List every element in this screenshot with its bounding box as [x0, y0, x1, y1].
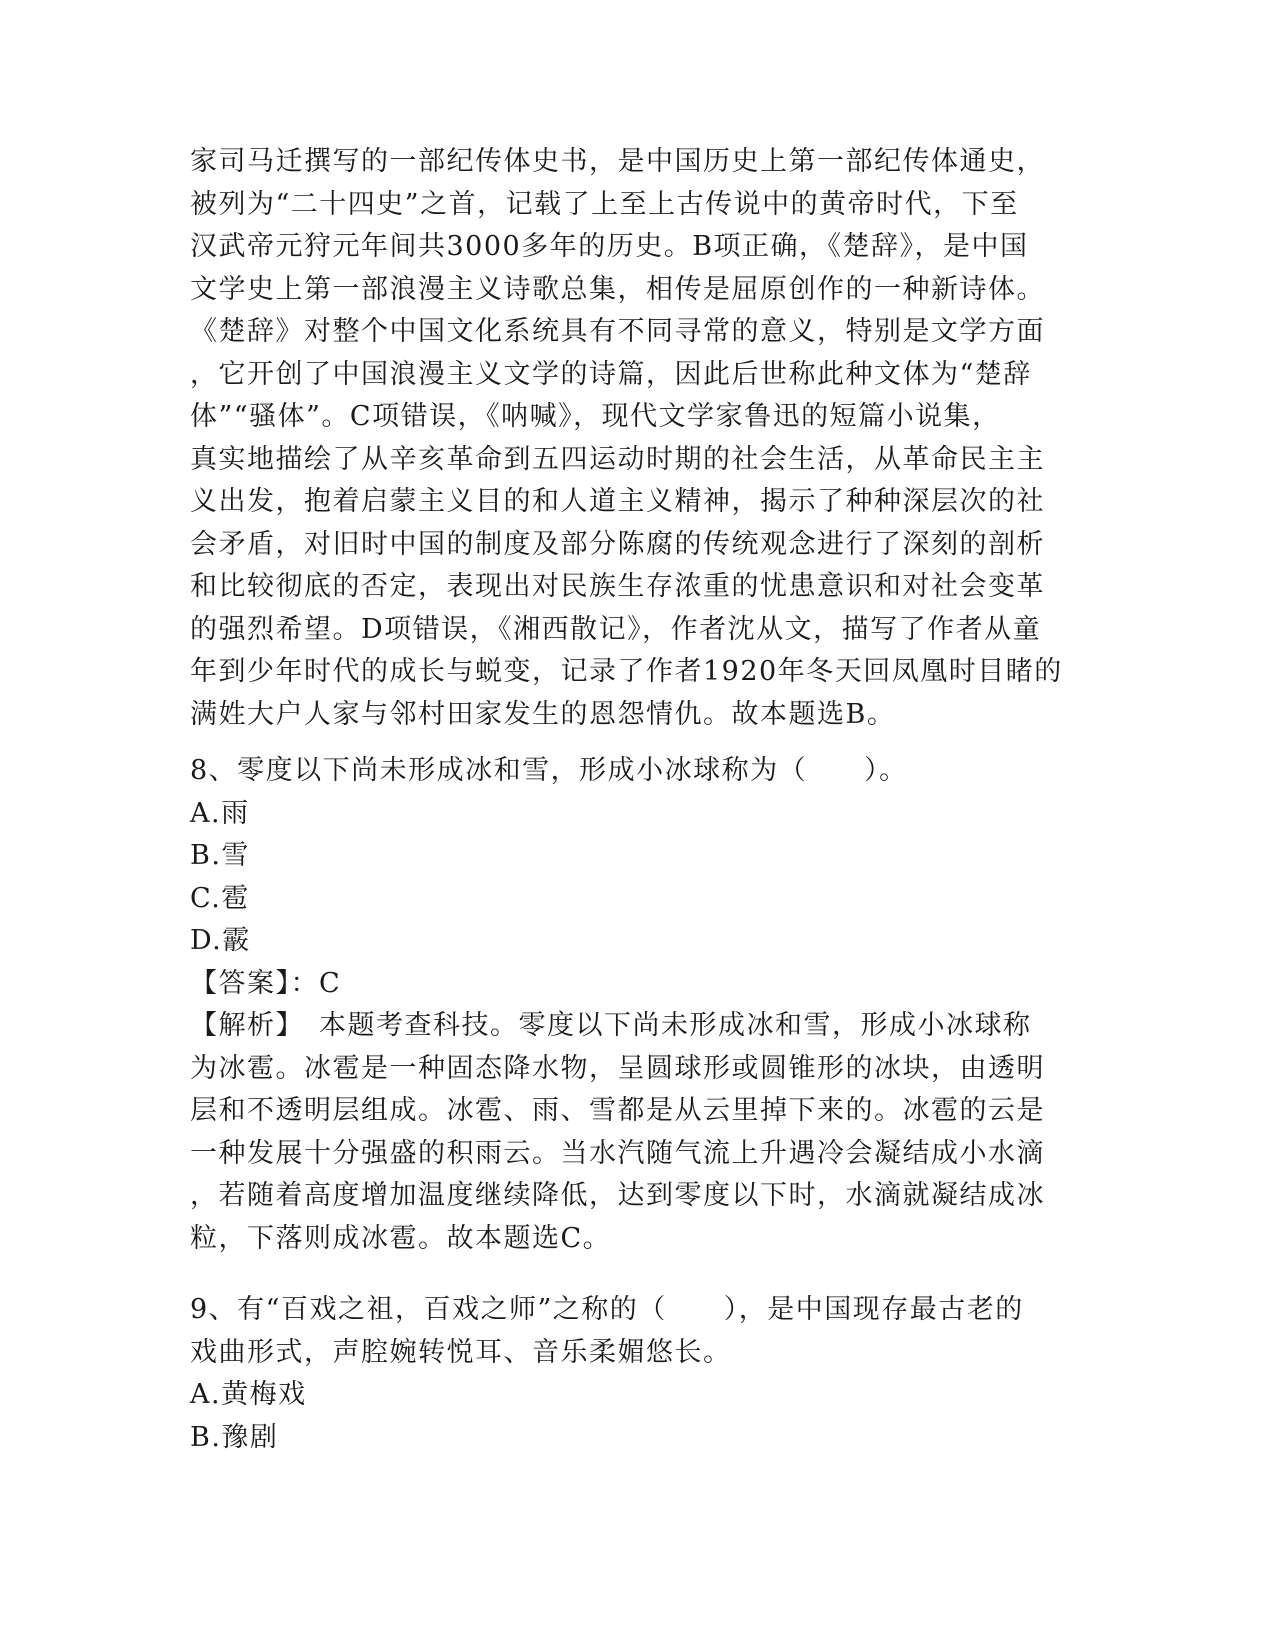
text-line: 文学史上第一部浪漫主义诗歌总集，相传是屈原创作的一种新诗体。 [190, 273, 1045, 305]
option-b: B.雪 [190, 840, 250, 871]
question-9 [190, 1289, 1090, 1459]
text-line: 家司马迁撰写的一部纪传体史书，是中国历史上第一部纪传体通史， [190, 146, 1045, 177]
option-a: A.雨 [190, 797, 250, 829]
analysis-line: 层和不透明层组成。冰雹、雨、雪都是从云里掉下来的。冰雹的云是 [190, 1095, 1045, 1126]
analysis-line: 粒，下落则成冰雹。故本题选C。 [190, 1222, 612, 1254]
text-line: 满姓大户人家与邻村田家发生的恩怨情仇。故本题选B。 [190, 698, 896, 730]
text-line: 汉武帝元狩元年间共3000多年的历史。B项正确，《楚辞》，是中国 [190, 231, 1029, 262]
text-line: 《楚辞》对整个中国文化系统具有不同寻常的意义，特别是文学方面 [190, 316, 1045, 347]
question-stem: 8、零度以下尚未形成冰和雪，形成小冰球称为（ ）。 [190, 755, 908, 786]
text-line: 年到少年时代的成长与蜕变，记录了作者1920年冬天回凤凰时目睹的 [190, 656, 1063, 687]
analysis-line: 【解析】 本题考查科技。零度以下尚未形成冰和雪，形成小冰球称 [190, 1010, 1032, 1041]
question-7-explanation [190, 141, 1090, 736]
text-line: 真实地描绘了从辛亥革命到五四运动时期的社会生活，从革命民主主 [190, 443, 1045, 475]
text-line: 会矛盾，对旧时中国的制度及部分陈腐的传统观念进行了深刻的剖析 [190, 528, 1045, 560]
text-line: 体”“骚体”。C项错误，《呐喊》，现代文学家鲁迅的短篇小说集， [190, 401, 1001, 432]
answer-line: 【答案】：C [190, 967, 342, 999]
question-8 [190, 750, 1090, 1260]
option-b: B.豫剧 [190, 1421, 279, 1453]
text-line: 和比较彻底的否定，表现出对民族生存浓重的忧患意识和对社会变革 [190, 571, 1045, 602]
question-stem: 戏曲形式，声腔婉转悦耳、音乐柔媚悠长。 [190, 1336, 732, 1368]
text-line: 被列为“二十四史”之首，记载了上至上古传说中的黄帝时代，下至 [190, 188, 1019, 220]
text-line: 义出发，抱着启蒙主义目的和人道主义精神，揭示了种种深层次的社 [190, 486, 1045, 517]
option-d: D.霰 [190, 925, 251, 956]
text-line: 的强烈希望。D项错误，《湘西散记》，作者沈从文，描写了作者从童 [190, 613, 1042, 645]
option-a: A.黄梅戏 [190, 1379, 307, 1410]
analysis-line: 一种发展十分强盛的积雨云。当水汽随气流上升遇冷会凝结成小水滴 [190, 1137, 1045, 1169]
analysis-line: 为冰雹。冰雹是一种固态降水物，呈圆球形或圆锥形的冰块，由透明 [190, 1052, 1045, 1084]
option-c: C.雹 [190, 882, 250, 914]
text-line: ，它开创了中国浪漫主义文学的诗篇，因此后世称此种文体为“楚辞 [190, 358, 1032, 390]
analysis-line: ，若随着高度增加温度继续降低，达到零度以下时，水滴就凝结成冰 [190, 1180, 1045, 1211]
question-stem: 9、有“百戏之祖，百戏之师”之称的（ ），是中国现存最古老的 [190, 1294, 1024, 1325]
